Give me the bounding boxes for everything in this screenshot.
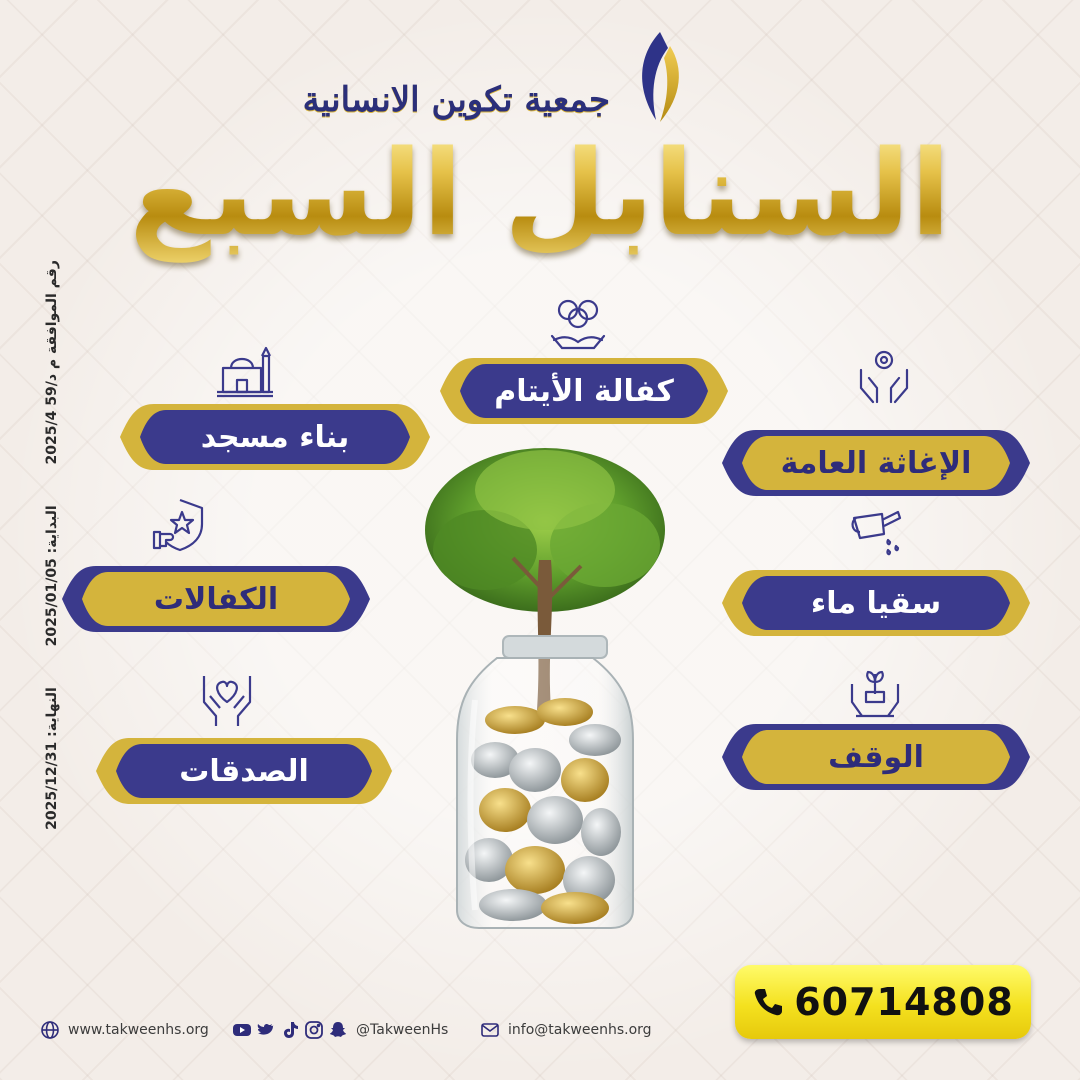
footer-website[interactable]	[40, 1020, 209, 1040]
organization-logo	[302, 28, 690, 128]
program-banner-relief[interactable]	[722, 430, 1030, 496]
twitter-icon[interactable]	[256, 1020, 276, 1040]
tree-coin-jar-illustration	[405, 440, 685, 930]
heart-hands-icon	[196, 668, 258, 730]
youtube-icon[interactable]	[232, 1020, 252, 1040]
program-banner-sponsorships[interactable]	[62, 566, 370, 632]
shield-star-icon	[150, 496, 208, 554]
email-text: info@takweenhs.org	[508, 1022, 652, 1038]
instagram-icon[interactable]	[304, 1020, 324, 1040]
plant-hands-icon	[846, 664, 904, 722]
footer	[40, 1020, 1040, 1048]
globe-icon	[40, 1020, 60, 1040]
program-banner-charity[interactable]	[96, 738, 392, 804]
snapchat-icon[interactable]	[328, 1020, 348, 1040]
program-label: سقيا ماء	[810, 585, 942, 621]
program-banner-endowment[interactable]	[722, 724, 1030, 790]
program-banner-water[interactable]	[722, 570, 1030, 636]
program-label: كفالة الأيتام	[494, 373, 674, 409]
program-label: الكفالات	[153, 581, 279, 617]
side-info	[44, 242, 60, 848]
program-label: بناء مسجد	[200, 419, 350, 455]
footer-email[interactable]	[480, 1020, 652, 1040]
phone-icon	[752, 986, 784, 1018]
approval-number: رقم الموافقة م د/59 2025/4	[44, 260, 60, 465]
watering-can-icon	[848, 504, 906, 560]
logo-mark-icon	[620, 28, 690, 128]
orphan-care-icon	[548, 292, 608, 354]
footer-social[interactable]	[232, 1020, 448, 1040]
envelope-icon	[480, 1020, 500, 1040]
social-handle: @TakweenHs	[356, 1022, 449, 1038]
program-label: الوقف	[828, 739, 924, 775]
start-date: البداية: 2025/01/05	[44, 505, 60, 647]
relief-hands-icon	[855, 348, 913, 406]
end-date: النهاية: 2025/12/31	[44, 687, 60, 830]
program-banner-orphans[interactable]	[440, 358, 728, 424]
website-text: www.takweenhs.org	[68, 1022, 209, 1038]
page-title: السنابل السبع	[0, 120, 1080, 268]
tiktok-icon[interactable]	[280, 1020, 300, 1040]
phone-number: 60714808	[794, 980, 1014, 1024]
organization-name: جمعية تكوين الانسانية	[302, 80, 610, 120]
program-banner-mosque[interactable]	[120, 404, 430, 470]
program-label: الإغاثة العامة	[780, 445, 972, 481]
mosque-icon	[213, 342, 275, 400]
program-label: الصدقات	[179, 753, 309, 789]
